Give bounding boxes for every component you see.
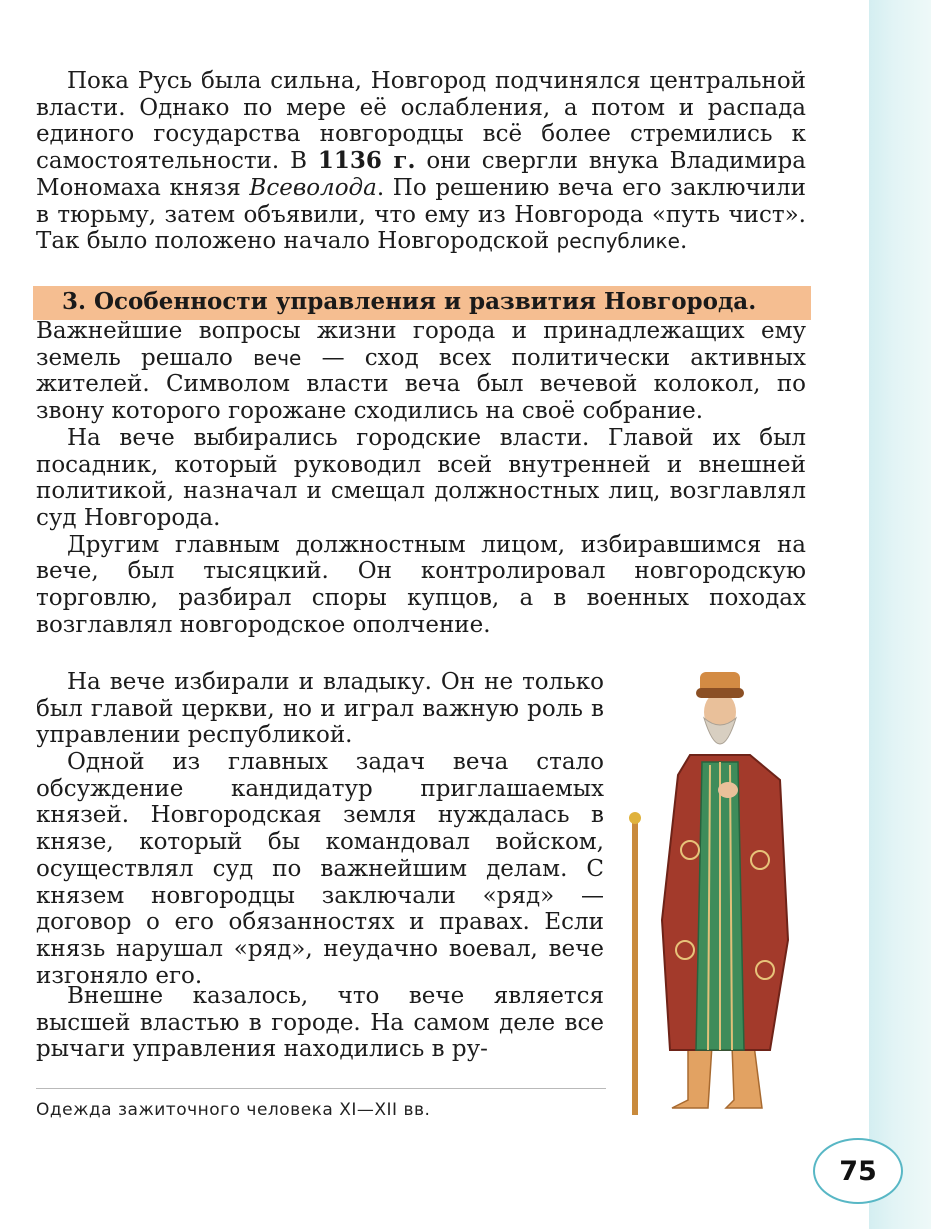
caption-separator (36, 1088, 606, 1089)
section-heading: 3. Особенности управления и развития Новгорода. (62, 288, 757, 315)
illustration-caption: Одежда зажиточного человека XI—XII вв. (36, 1100, 431, 1120)
paragraph-1-text-a: Пока Русь была сильна, Новгород подчинялся центральной власти. Однако по мере её ослабления, а потом и распада единого государства новгородцы всё более стремились к самостоятельности. В (36, 68, 806, 175)
paragraph-7: Внешне казалось, что вече является высшей властью в городе. На самом деле все рычаги управления находились в ру- (36, 983, 604, 1063)
staff-knob (629, 812, 641, 824)
page-number: 75 (839, 1155, 877, 1187)
hand (718, 782, 738, 798)
left-boot (672, 1045, 712, 1108)
staff (632, 820, 638, 1115)
main-paragraphs (36, 318, 806, 638)
paragraph-5: На вече избирали и владыку. Он не только был главой церкви, но и играл важную роль в управлении республикой. (36, 669, 604, 749)
paragraph-5-block (36, 669, 604, 749)
right-boot (726, 1045, 762, 1108)
paragraph-3: На вече выбирались городские власти. Главой их был посадник, который руководил всей внутренней и внешней политикой, назначал и смещал должностных лиц, возглавлял суд Новгорода. (36, 424, 806, 531)
novgorod-man-illustration (620, 650, 820, 1120)
paragraph-1 (36, 68, 806, 255)
paragraph-4: Другим главным должностным лицом, избиравшимся на вече, был тысяцкий. Он контролировал новгородскую торговлю, разбирал споры купцов, а в военных походах возглавлял новгородское ополчение. (36, 531, 806, 638)
term-republic: республике (556, 229, 680, 254)
paragraph-7-block (36, 983, 604, 1063)
paragraph-6: Одной из главных задач веча стало обсуждение кандидатур приглашаемых князей. Новгородская земля нуждалась в князе, который бы командовал войском, осуществлял суд по важнейшим делам. С князем новгородцы заключали «ряд» — договор о его обязанностях и правах. Если князь нарушал «ряд», неудачно воевал, вече изгоняло его. (36, 749, 604, 989)
hat-brim (696, 688, 744, 698)
paragraph-1-text-d: . (679, 228, 688, 255)
paragraph-2-text-b: — сход всех политически активных жителей. Символом власти веча был вечевой колокол, по звону которого горожане сходились на своё собрание. (36, 344, 806, 425)
paragraph-2 (36, 318, 806, 425)
paragraph-1-text-b: они свергли внука Владимира Мономаха князя (36, 148, 806, 201)
paragraph-2-text-a: Важнейшие вопросы жизни города и принадлежащих ему земель решало (36, 318, 806, 371)
page-margin-strip (869, 0, 931, 1229)
term-veche: вече (253, 345, 302, 370)
year-1136: 1136 г. (317, 147, 416, 175)
page-number-badge (813, 1138, 903, 1204)
paragraph-1-text-c: . По решению веча его заключили в тюрьму, затем объявили, что ему из Новгорода «путь чист». Так было положено начало Новгородской (36, 174, 806, 255)
paragraph-6-block (36, 749, 604, 989)
prince-vsevolod: Всеволода (249, 174, 377, 201)
